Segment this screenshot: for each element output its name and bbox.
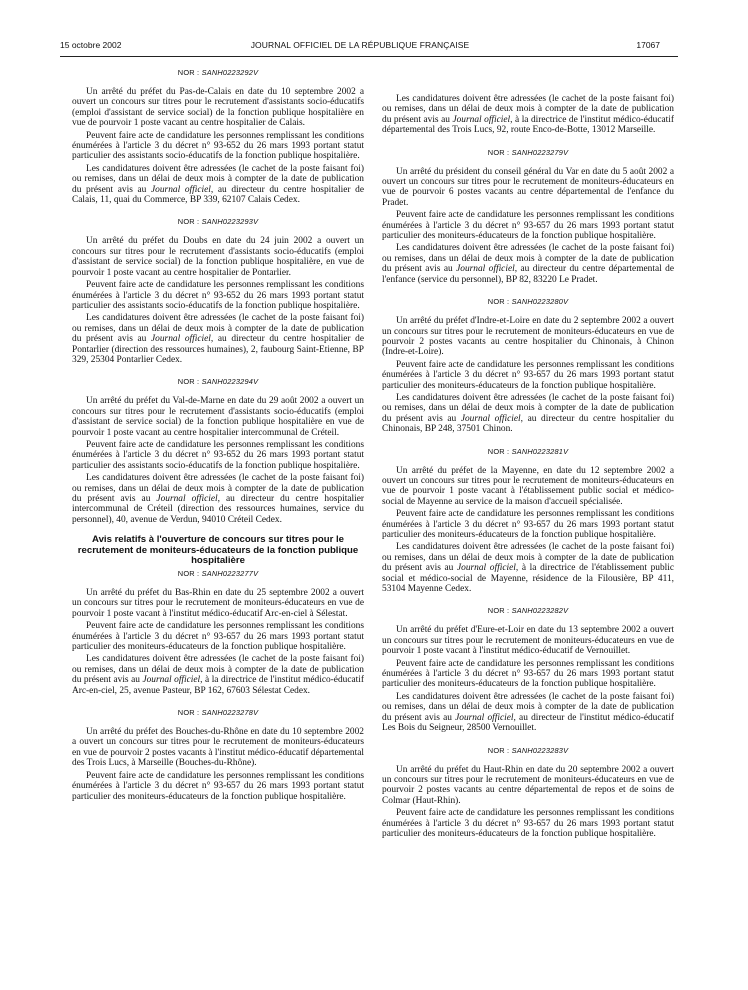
notice-paragraph: Les candidatures doivent être adressées (le cachet de la poste faisant foi) ou remises, dans un délai de deux mois à compter de la date de publication du présent avis au Journal officiel, à la directrice de l'établissement public social et médico-social de Mayenne, résidence de la Filousière, BP 411, 53104 Mayenne Cedex. xyxy=(382,542,675,595)
notice-paragraph: Les candidatures doivent être adressées (le cachet de la poste faisant foi) ou remises, dans un délai de deux mois à compter de la date de publication du présent avis au Journal officiel, au directeur du centre hospitalier de Pontarlier (direction des ressources humaines), 2, faubourg Saint-Etienne, BP 329, 25304 Pontarlier Cedex. xyxy=(72,313,364,365)
notice-paragraph: Les candidatures doivent être adressées (le cachet de la poste faisant foi) ou remises, dans un délai de deux mois à compter de la date de publication du présent avis au Journal officiel, au directeur du centre hospitalier intercommunal de Créteil (direction des ressources humaines, service du personnel), 40, avenue de Verdun, 94010 Créteil Cedex. xyxy=(72,473,364,525)
notice-paragraph: Les candidatures doivent être adressées (le cachet de la poste faisant foi) ou remises, dans un délai de deux mois à compter de la date de publication du présent avis au Journal officiel, à la directrice de l'institut médico-éducatif départemental des Trois Lucs, 92, route Enco-de-Botte, 13012 Marseille. xyxy=(382,94,674,136)
right-column xyxy=(382,94,674,839)
notice-paragraph: Peuvent faire acte de candidature les personnes remplissant les conditions énumérées à l'article 3 du décret n° 93-657 du 26 mars 1993 portant statut particulier des moniteurs-éducateurs de la fonction publique hospitalière. xyxy=(382,658,674,690)
notice-paragraph: Un arrêté du préfet du Bas-Rhin en date du 25 septembre 2002 a ouvert un concours sur titres pour le recrutement de moniteurs-éducateurs en vue de pourvoir 1 poste vacant à l'institut médico-éducatif Arc-en-ciel à Sélestat. xyxy=(72,588,364,619)
journal-title: JOURNAL OFFICIEL DE LA RÉPUBLIQUE FRANÇAISE xyxy=(250,40,470,50)
nor-reference: NOR : SANH0223278V xyxy=(177,708,259,718)
notice-paragraph: Un arrêté du préfet de la Mayenne, en date du 12 septembre 2002 a ouvert un concours sur titres pour le recrutement de moniteurs-éducateurs en vue de pourvoir 1 poste vacant à l'établissement public social et médico-social de Mayenne au service de la maison d'accueil spécialisée. xyxy=(382,465,674,507)
nor-reference: NOR : SANH0223277V xyxy=(177,569,259,578)
notice-paragraph: Peuvent faire acte de candidature les personnes remplissant les conditions énumérées à l'article 3 du décret n° 93-652 du 26 mars 1993 portant statut particulier des assistants socio-éducatifs de la fonction publique hospitalière. xyxy=(72,130,364,162)
notice-paragraph: Un arrêté du président du conseil général du Var en date du 5 août 2002 a ouvert un concours sur titres pour le recrutement de moniteurs-éducateurs en vue de pourvoir 6 postes vacants au centre départemental de l'enfance du Pradet. xyxy=(382,166,674,208)
notice-paragraph: Peuvent faire acte de candidature les personnes remplissant les conditions énumérées à l'article 3 du décret n° 93-652 du 26 mars 1993 portant statut particulier des assistants socio-éducatifs de la fonction publique hospitalière. xyxy=(72,439,364,471)
nor-reference: NOR : SANH0223294V xyxy=(177,377,259,387)
notice-paragraph: Les candidatures doivent être adressées (le cachet de la poste faisant foi) ou remises, dans un délai de deux mois à compter de la date de publication du présent avis au Journal officiel, à la directrice de l'institut médico-éducatif Arc-en-ciel, 25, avenue Pasteur, BP 162, 67603 Sélestat Cedex. xyxy=(72,654,364,696)
nor-reference: NOR : SANH0223279V xyxy=(487,147,569,157)
nor-reference: NOR : SANH0223292V xyxy=(177,68,259,77)
left-column xyxy=(72,68,364,802)
notice-paragraph: Un arrêté du préfet d'Eure-et-Loir en date du 13 septembre 2002 a ouvert un concours sur titres pour le recrutement de moniteurs-éducateurs en vue de pourvoir 1 poste vacant à l'institut médico-éducatif de Vernouillet. xyxy=(382,625,674,657)
nor-reference: NOR : SANH0223280V xyxy=(487,297,569,307)
section-heading: Avis relatifs à l'ouverture de concours sur titres pour le recrutement de moniteurs-éducateurs de la fonction publique hospitalière xyxy=(77,534,359,567)
nor-reference: NOR : SANH0223281V xyxy=(487,446,569,456)
nor-reference: NOR : SANH0223293V xyxy=(177,217,259,227)
issue-date: 15 octobre 2002 xyxy=(60,40,122,50)
notice-paragraph: Peuvent faire acte de candidature les personnes remplissant les conditions énumérées à l'article 3 du décret n° 93-657 du 26 mars 1993 portant statut particulier des moniteurs-éducateurs de la fonction publique hospitalière. xyxy=(382,509,674,540)
notice-paragraph: Un arrêté du préfet d'Indre-et-Loire en date du 2 septembre 2002 a ouvert un concours sur titres pour le recrutement de moniteurs-éducateurs en vue de pourvoir 2 postes vacants au centre hospitalier du Chinonais, à Chinon (Indre-et-Loire). xyxy=(382,316,674,358)
notice-paragraph: Un arrêté du préfet du Haut-Rhin en date du 20 septembre 2002 a ouvert un concours sur titres pour le recrutement de moniteurs-éducateurs en vue de pourvoir 2 postes vacants au centre départemental de repos et de soins de Colmar (Haut-Rhin). xyxy=(382,764,674,806)
notice-paragraph: Peuvent faire acte de candidature les personnes remplissant les conditions énumérées à l'article 3 du décret n° 93-657 du 26 mars 1993 portant statut particulier des moniteurs-éducateurs de la fonction publique hospitalière. xyxy=(72,770,364,802)
header-rule xyxy=(60,56,678,57)
notice-paragraph: Un arrêté du préfet du Doubs en date du 24 juin 2002 a ouvert un concours sur titres pour le recrutement d'assistants socio-éducatifs (emploi d'assistant de service social) de la fonction publique hospitalière, en vue de pourvoir 1 poste vacant au centre hospitalier de Pontarlier. xyxy=(72,236,364,278)
notice-paragraph: Un arrêté du préfet du Val-de-Marne en date du 29 août 2002 a ouvert un concours sur titres pour le recrutement d'assistants socio-éducatifs (emploi d'assistant de service social) de la fonction publique hospitalière en vue de pourvoir 1 poste vacant au centre hospitalier intercommunal de Créteil. xyxy=(72,396,364,438)
notice-paragraph: Peuvent faire acte de candidature les personnes remplissant les conditions énumérées à l'article 3 du décret n° 93-657 du 26 mars 1993 portant statut particulier des moniteurs-éducateurs de la fonction publique hospitalière. xyxy=(382,210,674,242)
page-number: 17067 xyxy=(636,40,660,50)
nor-reference: NOR : SANH0223283V xyxy=(487,745,569,755)
notice-paragraph: Peuvent faire acte de candidature les personnes remplissant les conditions énumérées à l'article 3 du décret n° 93-652 du 26 mars 1993 portant statut particulier des assistants socio-éducatifs de la fonction publique hospitalière. xyxy=(72,280,364,311)
page-header xyxy=(60,40,660,54)
notice-paragraph: Les candidatures doivent être adressées (le cachet de la poste faisant foi) ou remises, dans un délai de deux mois à compter de la date de publication du présent avis au Journal officiel, au directeur du centre hospitalier de Calais, 11, quai du Commerce, BP 339, 62107 Calais Cedex. xyxy=(72,163,364,206)
notice-paragraph: Un arrêté du préfet du Pas-de-Calais en date du 10 septembre 2002 a ouvert un concours sur titres pour le recrutement d'assistants socio-éducatifs (emploi d'assistant de service social) de la fonction publique hospitalière en vue de pourvoir 1 poste vacant au centre hospitalier de Calais. xyxy=(72,87,364,129)
notice-paragraph: Peuvent faire acte de candidature les personnes remplissant les conditions énumérées à l'article 3 du décret n° 93-657 du 26 mars 1993 portant statut particulier des moniteurs-éducateurs de la fonction publique hospitalière. xyxy=(72,621,364,653)
notice-paragraph: Les candidatures doivent être adressées (le cachet de la poste faisant foi) ou remises, dans un délai de deux mois à compter de la date de publication du présent avis au Journal officiel, au directeur du centre départemental de l'enfance (service du personnel), BP 82, 83220 Le Pradet. xyxy=(382,243,674,285)
notice-paragraph: Un arrêté du préfet des Bouches-du-Rhône en date du 10 septembre 2002 a ouvert un concours sur titres pour le recrutement de moniteurs-éducateurs en vue de pourvoir 2 postes vacants à l'institut médico-éducatif départemental des Trois Lucs, à Marseille (Bouches-du-Rhône). xyxy=(72,727,364,769)
notice-paragraph: Les candidatures doivent être adressées (le cachet de la poste faisant foi) ou remises, dans un délai de deux mois à compter de la date de publication du présent avis au Journal officiel, au directeur du centre hospitalier du Chinonais, BP 248, 37501 Chinon. xyxy=(382,392,674,435)
notice-paragraph: Peuvent faire acte de candidature les personnes remplissant les conditions énumérées à l'article 3 du décret n° 93-657 du 26 mars 1993 portant statut particulier des moniteurs-éducateurs de la fonction publique hospitalière. xyxy=(382,808,674,839)
notice-paragraph: Peuvent faire acte de candidature les personnes remplissant les conditions énumérées à l'article 3 du décret n° 93-657 du 26 mars 1993 portant statut particulier des moniteurs-éducateurs de la fonction publique hospitalière. xyxy=(382,359,674,391)
notice-paragraph: Les candidatures doivent être adressées (le cachet de la poste faisant foi) ou remises, dans un délai de deux mois à compter de la date de publication du présent avis au Journal officiel, au directeur de l'institut médico-éducatif Les Bois du Seigneur, 28500 Vernouillet. xyxy=(382,691,675,734)
nor-reference: NOR : SANH0223282V xyxy=(487,606,569,616)
